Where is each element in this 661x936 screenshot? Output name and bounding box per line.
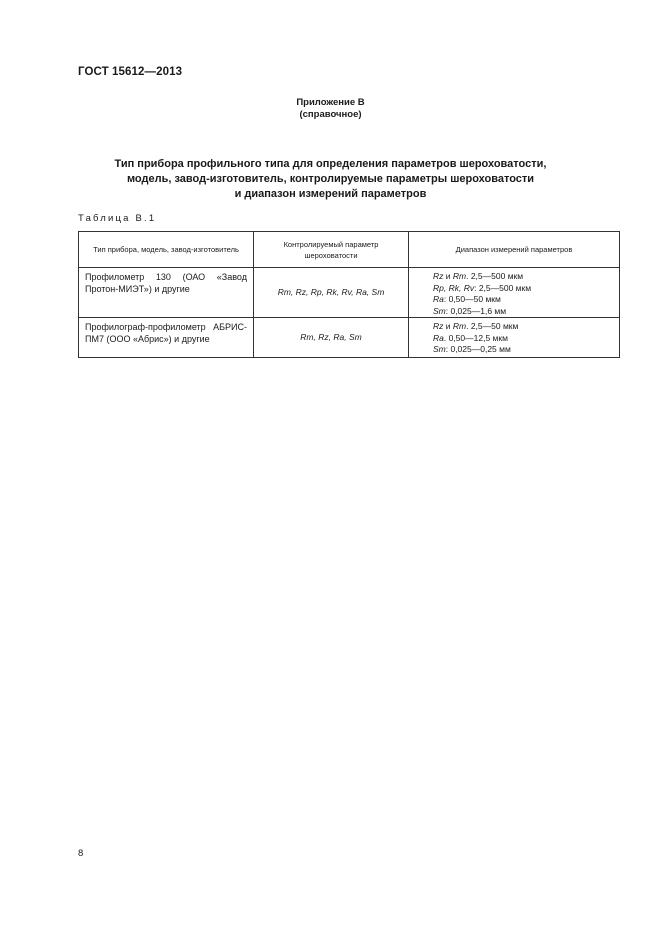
table-row	[79, 268, 620, 318]
standard-number: ГОСТ 15612—2013	[78, 66, 183, 78]
document-title-line-2: модель, завод-изготовитель, контролируемые параметры шероховатости	[126, 173, 535, 185]
cell-ranges	[409, 268, 620, 318]
range-line: Rz и Rm. 2,5—500 мкм	[433, 271, 524, 281]
cell-params: Rm, Rz, Ra, Sm	[254, 318, 409, 358]
header-device: Тип прибора, модель, завод-изготовитель	[79, 232, 254, 268]
page-number: 8	[78, 848, 84, 859]
cell-device: Профилометр 130 (ОАО «Завод Протон-МИЭТ») и другие	[79, 268, 254, 318]
range-line: Sm: 0,025—1,6 мм	[433, 305, 507, 316]
header-ranges: Диапазон измерений параметров	[409, 232, 620, 268]
cell-ranges	[409, 318, 620, 358]
header-params: Контролируемый параметр шероховатости	[254, 232, 409, 268]
cell-device: Профилограф-профилометр АБРИС-ПМ7 (ООО «Абрис») и другие	[79, 318, 254, 358]
table-caption: Таблица В.1	[78, 213, 157, 224]
document-title-line-3: и диапазон измерений параметров	[234, 188, 427, 200]
instruments-table	[78, 231, 620, 358]
range-line: Rp, Rk, Rv: 2,5—500 мкм	[433, 282, 532, 293]
range-line: Sm: 0,025—0,25 мм	[433, 344, 511, 354]
table-header-row	[79, 232, 620, 268]
range-line: Rz и Rm. 2,5—50 мкм	[433, 321, 519, 331]
table-row	[79, 318, 620, 358]
range-line: Ra. 0,50—12,5 мкм	[433, 332, 508, 343]
range-line: Ra: 0,50—50 мкм	[433, 294, 501, 304]
annex-subtitle: (справочное)	[299, 109, 362, 120]
annex-title: Приложение В	[296, 97, 365, 108]
document-title-line-1: Тип прибора профильного типа для определения параметров шероховатости,	[114, 158, 547, 170]
cell-params: Rm, Rz, Rp, Rk, Rv, Ra, Sm	[254, 268, 409, 318]
